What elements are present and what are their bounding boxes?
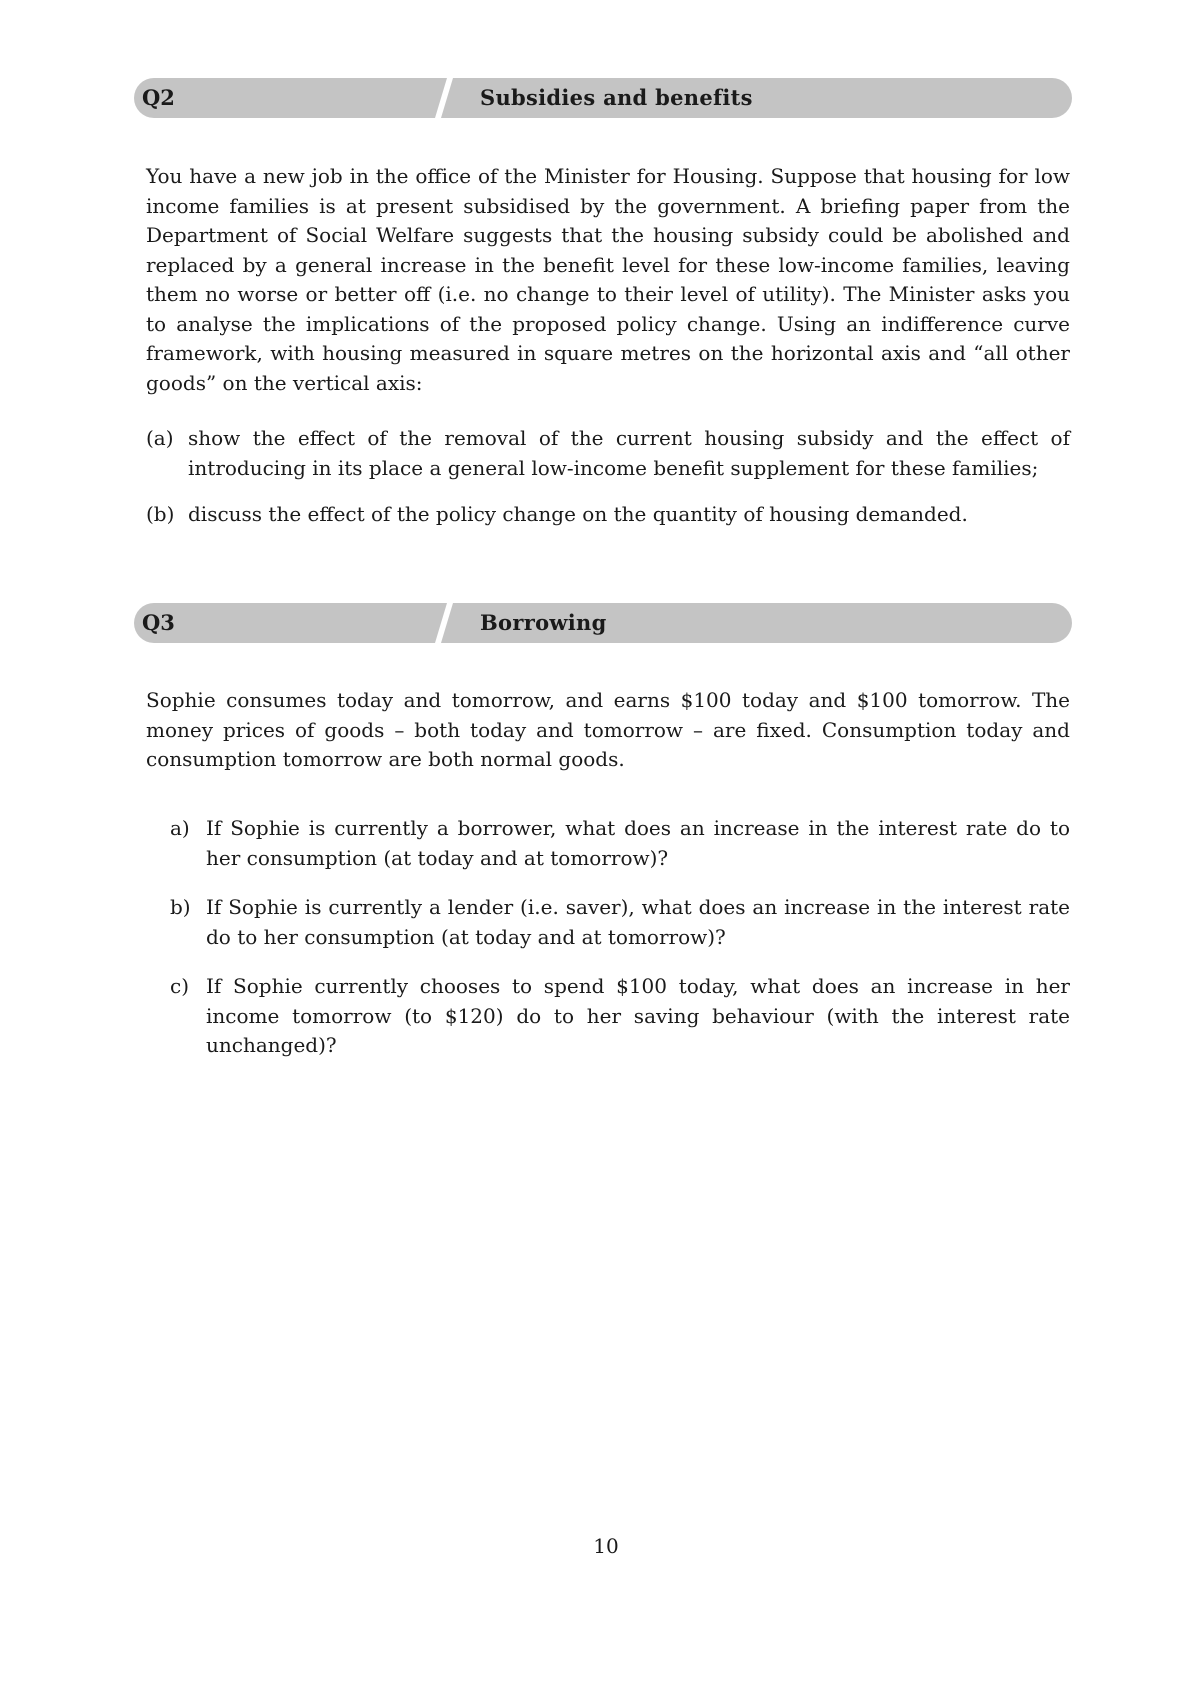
q3-part-a: [170, 814, 1070, 873]
q2-part-a: [146, 424, 1070, 483]
q2-part-a-label: (a): [146, 426, 174, 450]
q3-part-a-text: If Sophie is currently a borrower, what does an increase in the interest rate do to her consumption (at today and at tomorrow)?: [206, 816, 1070, 870]
page-number: 10: [593, 1534, 619, 1558]
q3-title: Borrowing: [480, 610, 607, 635]
q2-number: Q2: [142, 85, 175, 110]
q3-part-c-label: c): [170, 974, 190, 998]
q3-part-c: [170, 972, 1070, 1061]
q2-part-b: [146, 500, 1070, 530]
q3-part-c-text: If Sophie currently chooses to spend $100 today, what does an increase in her income tomorrow (to $120) do to her saving behaviour (with the interest rate unchanged)?: [206, 974, 1070, 1057]
q2-part-a-text: show the effect of the removal of the current housing subsidy and the effect of introducing in its place a general low-income benefit supplement for these families;: [188, 426, 1070, 480]
q3-part-b-label: b): [170, 895, 191, 919]
q3-part-a-label: a): [170, 816, 190, 840]
q2-part-b-label: (b): [146, 502, 175, 526]
q2-header-bar: [134, 78, 1072, 118]
q3-intro: Sophie consumes today and tomorrow, and earns $100 today and $100 tomorrow. The money prices of goods – both today and tomorrow – are fixed. Consumption today and consumption tomorrow are both normal goods.: [146, 688, 1070, 771]
q2-part-b-text: discuss the effect of the policy change on the quantity of housing demanded.: [188, 502, 968, 526]
q3-part-b: [170, 893, 1070, 952]
q3-header-bar: [134, 603, 1072, 643]
q3-number: Q3: [142, 610, 175, 635]
q2-intro: You have a new job in the office of the Minister for Housing. Suppose that housing for low income families is at present subsidised by the government. A briefing paper from the Department of Social Welfare suggests that the housing subsidy could be abolished and replaced by a general increase in the benefit level for these low-income families, leaving them no worse or better off (i.e. no change to their level of utility). The Minister asks you to analyse the implications of the proposed policy change. Using an indifference curve framework, with housing measured in square metres on the horizontal axis and “all other goods” on the vertical axis:: [146, 164, 1070, 395]
q3-part-b-text: If Sophie is currently a lender (i.e. saver), what does an increase in the interest rate do to her consumption (at today and at tomorrow)?: [206, 895, 1070, 949]
q2-title: Subsidies and benefits: [480, 85, 753, 110]
